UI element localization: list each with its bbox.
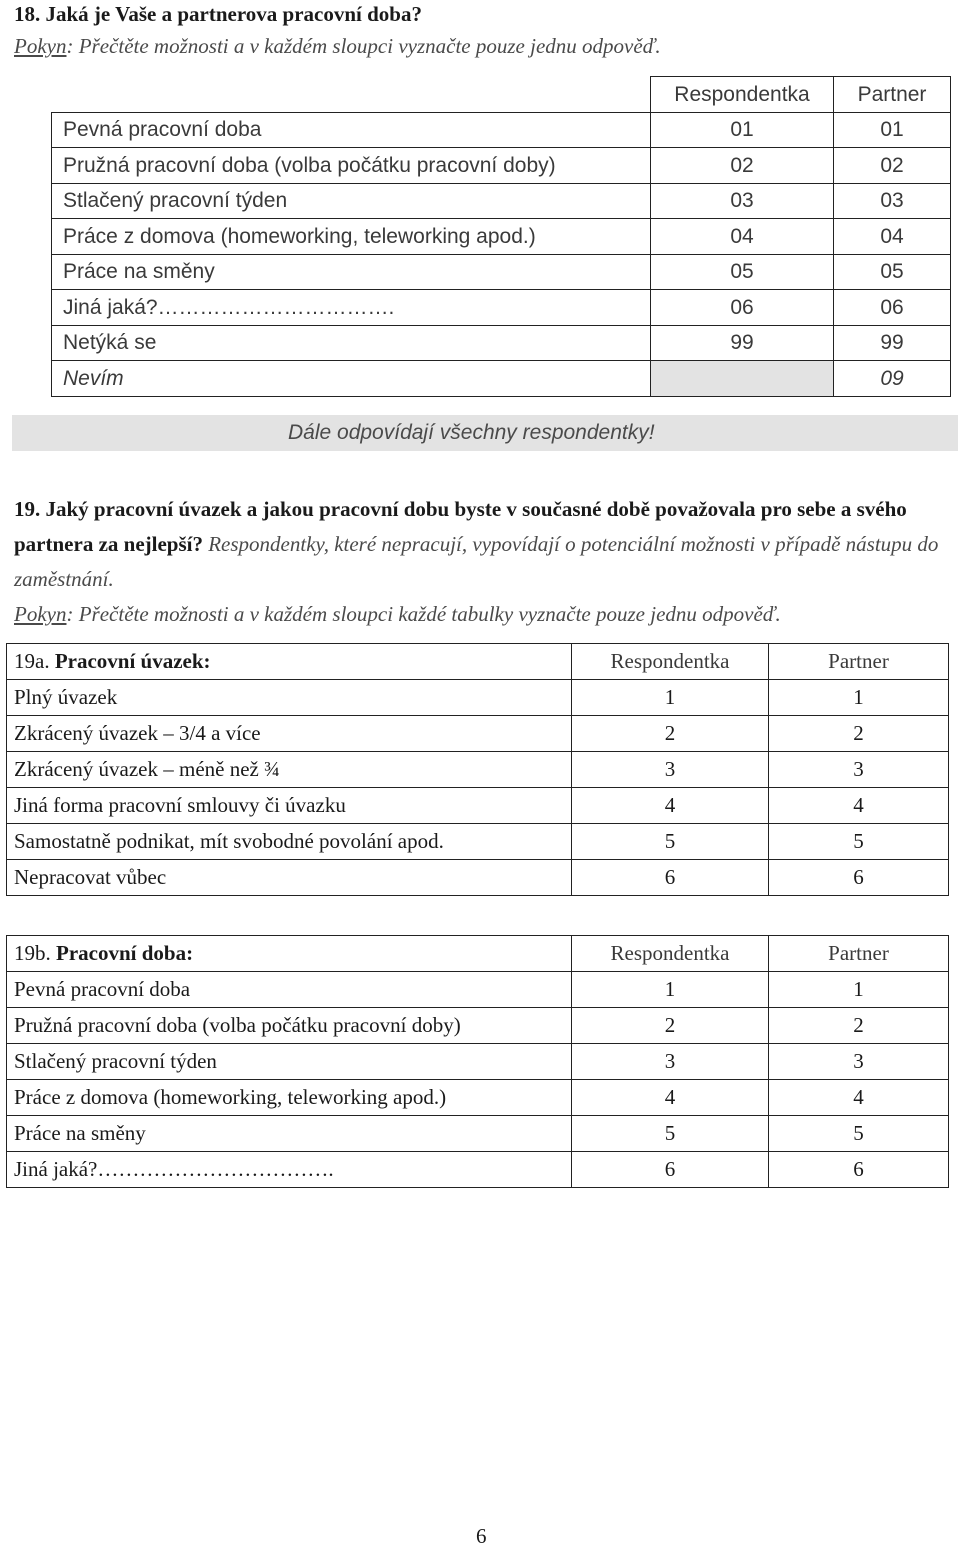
respondent-code-disabled <box>651 361 834 397</box>
table-row <box>7 752 949 788</box>
partner-code[interactable]: 06 <box>834 290 951 326</box>
option-label: Zkrácený úvazek – 3/4 a více <box>7 716 572 752</box>
header-respondent: Respondentka <box>572 936 769 972</box>
respondent-code[interactable]: 06 <box>651 290 834 326</box>
table-header-row <box>7 936 949 972</box>
page-number: 6 <box>476 1524 487 1548</box>
table-row <box>7 824 949 860</box>
table-row <box>52 361 951 397</box>
table-row <box>52 325 951 361</box>
partner-code[interactable]: 2 <box>769 1008 949 1044</box>
partner-code[interactable]: 03 <box>834 183 951 219</box>
respondent-code[interactable]: 3 <box>572 1044 769 1080</box>
partner-code[interactable]: 01 <box>834 112 951 148</box>
option-label: Pružná pracovní doba (volba počátku pracovní doby) <box>52 148 651 184</box>
option-label: Jiná jaká?……………………………. <box>7 1152 572 1188</box>
table-row <box>7 716 949 752</box>
table-title <box>7 644 572 680</box>
partner-code[interactable]: 02 <box>834 148 951 184</box>
table-row <box>7 972 949 1008</box>
respondent-code[interactable]: 6 <box>572 1152 769 1188</box>
table-row <box>52 219 951 255</box>
question-18-table <box>51 76 951 397</box>
respondent-code[interactable]: 3 <box>572 752 769 788</box>
partner-code[interactable]: 4 <box>769 788 949 824</box>
table-row <box>52 183 951 219</box>
table-row <box>7 680 949 716</box>
partner-code[interactable]: 3 <box>769 1044 949 1080</box>
partner-code[interactable]: 05 <box>834 254 951 290</box>
partner-code[interactable]: 2 <box>769 716 949 752</box>
instruction-label: Pokyn <box>14 602 67 626</box>
respondent-code[interactable]: 4 <box>572 1080 769 1116</box>
partner-code[interactable]: 99 <box>834 325 951 361</box>
question-19a-table <box>6 643 949 896</box>
option-label: Stlačený pracovní týden <box>7 1044 572 1080</box>
partner-code[interactable]: 1 <box>769 972 949 1008</box>
partner-code[interactable]: 5 <box>769 824 949 860</box>
table-row <box>52 254 951 290</box>
question-19-text <box>14 492 949 632</box>
question-18-instruction <box>14 34 661 59</box>
respondent-code[interactable]: 1 <box>572 972 769 1008</box>
question-19-title: 19. Jaký pracovní úvazek a jakou pracovní dobu byste v současné době považovala pro sebe a svého partnera za nejlepší? <box>14 497 907 556</box>
partner-code[interactable]: 3 <box>769 752 949 788</box>
table-row <box>7 1116 949 1152</box>
question-19-note: Respondentky, které nepracují, vypovídají o potenciální možnosti v případě nástupu do zaměstnání. <box>14 532 939 591</box>
respondent-code[interactable]: 05 <box>651 254 834 290</box>
option-label: Jiná forma pracovní smlouvy či úvazku <box>7 788 572 824</box>
table-title <box>7 936 572 972</box>
respondent-code[interactable]: 1 <box>572 680 769 716</box>
table-row <box>52 290 951 326</box>
partner-code[interactable]: 09 <box>834 361 951 397</box>
respondent-code[interactable]: 99 <box>651 325 834 361</box>
respondent-code[interactable]: 02 <box>651 148 834 184</box>
respondent-code[interactable]: 03 <box>651 183 834 219</box>
option-label: Práce na směny <box>7 1116 572 1152</box>
table-number: 19b. <box>14 941 51 965</box>
table-row <box>7 1008 949 1044</box>
table-row <box>7 860 949 896</box>
partner-code[interactable]: 6 <box>769 860 949 896</box>
respondent-code[interactable]: 4 <box>572 788 769 824</box>
option-label: Nepracovat vůbec <box>7 860 572 896</box>
table-row <box>7 1080 949 1116</box>
respondent-code[interactable]: 01 <box>651 112 834 148</box>
option-label: Nevím <box>52 361 651 397</box>
header-respondent: Respondentka <box>651 77 834 113</box>
respondent-code[interactable]: 2 <box>572 716 769 752</box>
table-row <box>52 148 951 184</box>
instruction-text: : Přečtěte možnosti a v každém sloupci vyznačte pouze jednu odpověď. <box>66 34 661 58</box>
option-label: Práce z domova (homeworking, teleworking apod.) <box>52 219 651 255</box>
option-label: Samostatně podnikat, mít svobodné povolání apod. <box>7 824 572 860</box>
partner-code[interactable]: 6 <box>769 1152 949 1188</box>
respondent-code[interactable]: 6 <box>572 860 769 896</box>
table-number: 19a. <box>14 649 50 673</box>
table-row <box>7 788 949 824</box>
option-label: Zkrácený úvazek – méně než ¾ <box>7 752 572 788</box>
partner-code[interactable]: 5 <box>769 1116 949 1152</box>
option-label: Plný úvazek <box>7 680 572 716</box>
header-partner: Partner <box>769 936 949 972</box>
partner-code[interactable]: 04 <box>834 219 951 255</box>
banner-text: Dále odpovídají všechny respondentky! <box>288 421 655 444</box>
filter-banner <box>12 415 958 451</box>
option-label: Stlačený pracovní týden <box>52 183 651 219</box>
option-label: Pevná pracovní doba <box>7 972 572 1008</box>
table-title-text: Pracovní úvazek: <box>49 649 211 673</box>
header-partner: Partner <box>834 77 951 113</box>
table-row <box>52 112 951 148</box>
respondent-code[interactable]: 5 <box>572 824 769 860</box>
option-label: Práce na směny <box>52 254 651 290</box>
respondent-code[interactable]: 04 <box>651 219 834 255</box>
header-empty-cell <box>52 77 651 113</box>
option-label: Netýká se <box>52 325 651 361</box>
table-row <box>7 1044 949 1080</box>
instruction-text: : Přečtěte možnosti a v každém sloupci každé tabulky vyznačte pouze jednu odpověď. <box>66 602 781 626</box>
instruction-label: Pokyn <box>14 34 67 58</box>
table-header-row <box>52 77 951 113</box>
table-header-row <box>7 644 949 680</box>
question-18-title: 18. Jaká je Vaše a partnerova pracovní doba? <box>14 2 422 26</box>
option-label: Pružná pracovní doba (volba počátku pracovní doby) <box>7 1008 572 1044</box>
partner-code[interactable]: 4 <box>769 1080 949 1116</box>
question-19b-table <box>6 935 949 1188</box>
partner-code[interactable]: 1 <box>769 680 949 716</box>
table-title-text: Pracovní doba: <box>50 941 194 965</box>
option-label: Pevná pracovní doba <box>52 112 651 148</box>
option-label: Práce z domova (homeworking, teleworking apod.) <box>7 1080 572 1116</box>
option-label: Jiná jaká?……………………………. <box>52 290 651 326</box>
header-partner: Partner <box>769 644 949 680</box>
header-respondent: Respondentka <box>572 644 769 680</box>
respondent-code[interactable]: 5 <box>572 1116 769 1152</box>
table-row <box>7 1152 949 1188</box>
respondent-code[interactable]: 2 <box>572 1008 769 1044</box>
